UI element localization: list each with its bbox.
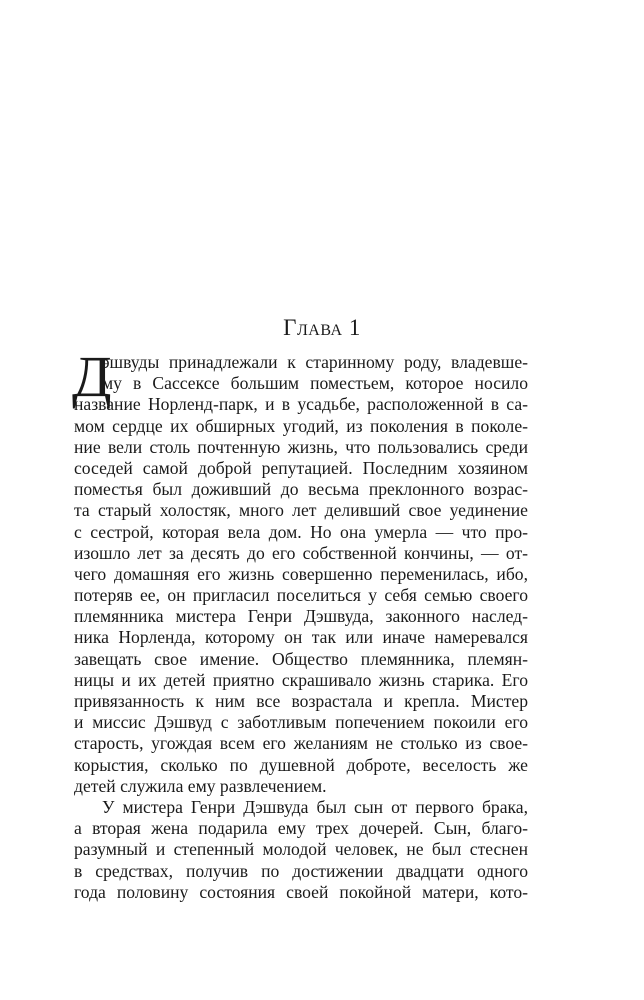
text-line: старость, угождая всем его желаниям не столько из свое-: [74, 733, 528, 754]
text-line: поместья был доживший до весьма преклонного возрас-: [74, 479, 528, 500]
text-line: ника Норленда, которому он так или иначе намеревался: [74, 627, 528, 648]
text-line: соседей самой доброй репутацией. Последним хозяином: [74, 457, 528, 478]
text-line: чего домашняя его жизнь совершенно переменилась, ибо,: [74, 563, 528, 584]
text-line: потеряв ее, он пригласил поселиться у себя семью своего: [74, 585, 528, 606]
text-line: му в Сассексе большим поместьем, которое носило: [102, 373, 528, 394]
body-text: [72, 344, 528, 903]
chapter-title: Глава 1: [283, 315, 361, 340]
text-line: мом сердце их обширных угодий, из поколения в поколе-: [74, 415, 528, 436]
drop-cap: Д: [72, 344, 112, 409]
text-line: в средствах, получив по достижении двадцати одного: [74, 860, 528, 881]
text-line: детей служила ему развлечением.: [74, 775, 327, 796]
text-line: эшвуды принадлежали к старинному роду, владевше-: [102, 352, 528, 372]
text-line: ние вели столь почтенную жизнь, что пользовались среди: [74, 436, 528, 457]
text-line: разумный и степенный молодой человек, не был стеснен: [74, 839, 528, 860]
text-line: изошло лет за десять до его собственной кончины, — от-: [74, 542, 528, 563]
text-line: и миссис Дэшвуд с заботливым попечением покоили его: [74, 712, 528, 733]
text-line: года половину состояния своей покойной матери, кото-: [74, 881, 528, 902]
text-line: название Норленд-парк, и в усадьбе, расположенной в са-: [74, 394, 528, 415]
text-line: та старый холостяк, много лет деливший свое уединение: [74, 500, 528, 521]
text-line: У мистера Генри Дэшвуда был сын от первого брака,: [102, 796, 528, 817]
text-line: корыстия, сколько по душевной доброте, веселость же: [74, 754, 528, 775]
text-line: племянника мистера Генри Дэшвуда, законного наслед-: [74, 606, 528, 627]
text-line: ницы и их детей приятно скрашивало жизнь старика. Его: [74, 669, 528, 690]
text-line: с сестрой, которая вела дом. Но она умерла — что про-: [74, 521, 528, 542]
text-line: привязанность к ним все возрастала и крепла. Мистер: [74, 691, 528, 711]
text-line: а вторая жена подарила ему трех дочерей. Сын, благо-: [74, 818, 528, 839]
text-line: завещать свое имение. Общество племянника, племян-: [74, 648, 528, 669]
